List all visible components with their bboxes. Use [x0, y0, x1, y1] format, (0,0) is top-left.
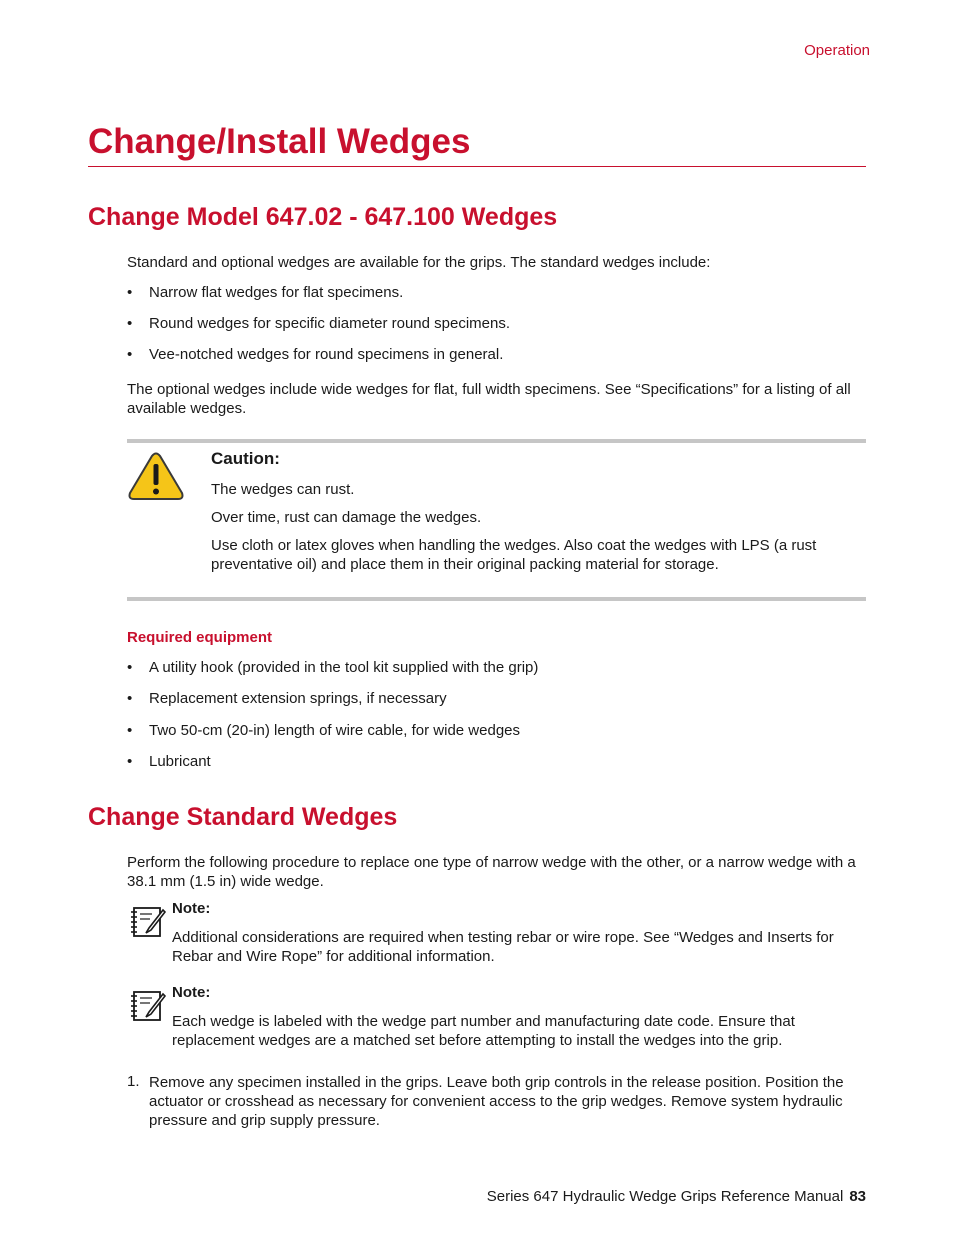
list-item-text: A utility hook (provided in the tool kit supplied with the grip) — [149, 659, 539, 676]
page-footer — [487, 1188, 866, 1205]
bullet-dot: • — [127, 753, 133, 770]
bullet-dot: • — [127, 284, 133, 301]
bullet-dot: • — [127, 690, 133, 707]
caution-bottom-rule — [127, 597, 866, 601]
section-heading-change-standard: Change Standard Wedges — [88, 803, 398, 831]
bullet-dot: • — [127, 346, 133, 363]
page-title: Change/Install Wedges — [88, 122, 471, 161]
step-text: Remove any specimen installed in the grips. Leave both grip controls in the release position. Position the actuator or crosshead as necessary for convenient access to the grip wedges. Remove system hydraulic pressure and grip supply pressure. — [149, 1074, 844, 1129]
footer-manual-title: Series 647 Hydraulic Wedge Grips Reference Manual — [486, 1188, 844, 1205]
caution-top-rule — [127, 439, 866, 443]
caution-line: Over time, rust can damage the wedges. — [211, 509, 482, 526]
list-item-text: Two 50-cm (20-in) length of wire cable, for wide wedges — [149, 722, 521, 739]
title-rule — [88, 166, 866, 167]
bullet-dot: • — [127, 722, 133, 739]
list-item-text: Vee-notched wedges for round specimens in general. — [149, 346, 504, 363]
caution-line: The wedges can rust. — [211, 481, 355, 498]
note-pencil-icon — [128, 904, 166, 940]
note-label: Note: — [172, 984, 211, 1001]
list-item-text: Round wedges for specific diameter round specimens. — [149, 315, 511, 332]
note-pencil-icon — [128, 988, 166, 1024]
note-text: Each wedge is labeled with the wedge part number and manufacturing date code. Ensure that replacement wedges are a matched set before attempting to install the wedges into the grip. — [172, 1013, 795, 1049]
list-item-text: Lubricant — [149, 753, 211, 770]
section1-optional-text: The optional wedges include wide wedges for flat, full width specimens. See “Specifications” for a listing of all available wedges. — [127, 381, 851, 417]
running-header-section: Operation — [804, 42, 870, 59]
list-item-text: Replacement extension springs, if necessary — [149, 690, 447, 707]
bullet-dot: • — [127, 659, 133, 676]
caution-line: Use cloth or latex gloves when handling the wedges. Also coat the wedges with LPS (a rust preventative oil) and place them in their original packing material for storage. — [211, 537, 817, 573]
page-number: 83 — [849, 1188, 866, 1205]
section2-intro: Perform the following procedure to replace one type of narrow wedge with the other, or a narrow wedge with a 38.1 mm (1.5 in) wide wedge. — [127, 854, 856, 890]
note-label: Note: — [172, 900, 211, 917]
step-number: 1. — [127, 1073, 140, 1090]
required-equipment-heading: Required equipment — [127, 629, 273, 646]
caution-label: Caution: — [211, 449, 280, 468]
bullet-dot: • — [127, 315, 133, 332]
section-heading-change-model: Change Model 647.02 - 647.100 Wedges — [88, 203, 558, 231]
list-item-text: Narrow flat wedges for flat specimens. — [149, 284, 404, 301]
section1-intro: Standard and optional wedges are available for the grips. The standard wedges include: — [127, 254, 711, 271]
note-text: Additional considerations are required when testing rebar or wire rope. See “Wedges and Inserts for Rebar and Wire Rope” for additional information. — [172, 929, 834, 965]
warning-triangle-icon — [128, 452, 184, 500]
